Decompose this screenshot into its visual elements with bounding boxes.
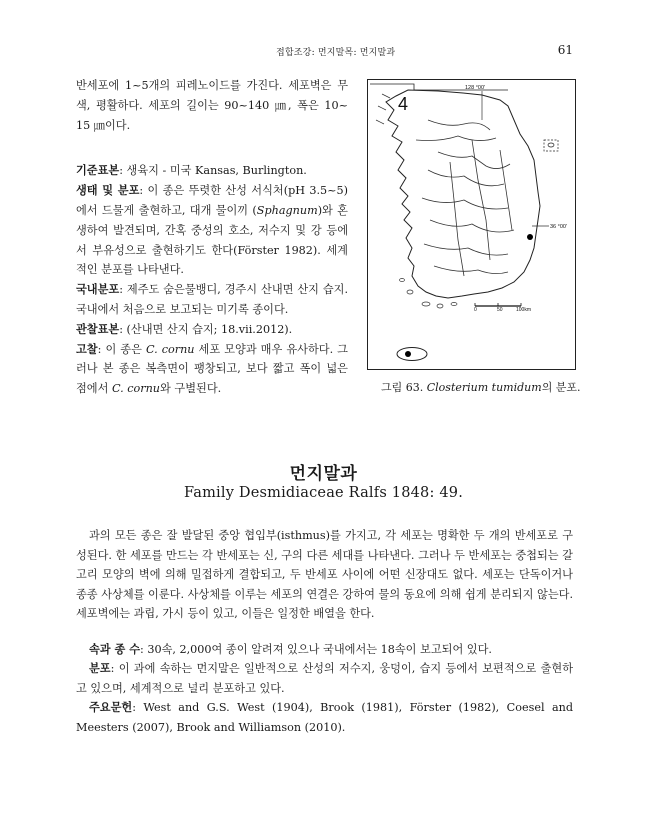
distribution-text: : 이 과에 속하는 먼지말은 일반적으로 산성의 저수지, 웅덩이, 습지 등에서 보편적으로 출현하고 있으며, 세계적으로 널리 분포하고 있다. xyxy=(76,662,573,695)
remarks-text: : 이 종은 xyxy=(97,342,146,356)
latitude-label: 36 °00' xyxy=(550,224,568,230)
map-frame-line xyxy=(370,84,508,90)
caption-species: Closterium tumidum xyxy=(426,381,542,394)
peninsula-outline xyxy=(386,90,540,298)
remarks-text-cont: 세포 모양과 매우 유사하다. 그러나 본 종은 복측면이 팽창되고, 보다 짧고 폭이 넓은 점에서 xyxy=(76,342,348,396)
scale-label-50: 50 xyxy=(497,307,503,313)
occurrence-dot-gyeongju xyxy=(527,234,533,240)
family-paragraph: 과의 모든 종은 잘 발달된 중앙 협입부(isthmus)를 가지고, 각 세포는 명확한 두 개의 반세포로 구성된다. 한 세포를 만드는 각 반세포는 신, 구의 다른 세대를 나타낸다. 그러나 두 반세포는 중첩되는 갈고리 모양의 벽에 의해 밀접하게 결합되고, 두 반세포 사이에 어떤 신장대도 없다. 세포는 단독이거나 종종 사상체를 이룬다. 사상체를 이루는 세포의 연결은 강하여 물의 동요에 의해 쉽게 분리되지 않는다. 세포벽에는 과립, 가시 등이 있고, 이들은 일정한 배열을 한다. xyxy=(76,529,573,620)
family-description xyxy=(76,526,573,737)
genera-paragraph xyxy=(76,640,573,660)
genera-label: 속과 종 수 xyxy=(89,641,141,656)
type-specimen-text: : 생육지 - 미국 Kansas, Burlington. xyxy=(119,164,307,178)
intro-paragraph: 반세포에 1~5개의 피레노이드를 가진다. 세포벽은 무색, 평활하다. 세포의 길이는 90~140 ㎛, 폭은 10~ 15 ㎛이다. xyxy=(76,79,348,132)
family-title-english: Family Desmidiaceae Ralfs 1848: 49. xyxy=(183,485,464,501)
distribution-map xyxy=(367,79,576,370)
remarks-italic-1: C. cornu xyxy=(145,342,195,356)
ecology-italic: Sphagnum xyxy=(256,203,318,217)
observed-text: : (산내면 산지 습지; 18.vii.2012). xyxy=(119,322,293,336)
remarks-label: 고찰 xyxy=(76,341,98,356)
type-specimen-label: 기준표본 xyxy=(76,163,120,178)
scale-label-0: 0 xyxy=(474,307,477,313)
references-label: 주요문헌 xyxy=(89,700,133,714)
references-text: : West and G.S. West (1904), Brook (1981), Förster (1982), Coesel and Meesters (2007), Brook and Williamson (2010). xyxy=(76,701,573,734)
scale-bar xyxy=(475,303,521,306)
ecology-paragraph xyxy=(76,181,348,280)
ecology-text: : 이 종은 뚜렷한 산성 서식처(pH 3.5~5)에서 드물게 출현하고, 대개 물이끼 ( xyxy=(76,184,348,217)
domestic-text: : 제주도 숨은물뱅디, 경주시 산내면 산지 습지. 국내에서 처음으로 보고되는 미기록 종이다. xyxy=(76,283,348,316)
longitude-label: 128 °00' xyxy=(465,85,486,91)
running-head: 접합조강: 먼지말목: 먼지말과 xyxy=(276,48,396,58)
ecology-text-cont: )와 혼생하여 발견되며, 간혹 중성의 호소, 저수지 및 강 등에서 부유성으로 출현하기도 한다(Förster 1982). 세계적인 분포를 나타낸다. xyxy=(76,203,348,277)
rivers xyxy=(416,120,514,276)
references-paragraph xyxy=(76,698,573,737)
observed-paragraph xyxy=(76,320,348,340)
species-description xyxy=(76,76,348,399)
distribution-label: 분포 xyxy=(89,661,111,675)
domestic-paragraph xyxy=(76,280,348,320)
remarks-paragraph xyxy=(76,340,348,399)
remarks-italic-2: C. cornu xyxy=(111,382,161,396)
remarks-text-end: 와 구별된다. xyxy=(160,382,222,396)
figure-caption xyxy=(381,381,581,395)
page-header xyxy=(0,44,647,60)
genera-text: : 30속, 2,000여 종이 알려져 있으나 국내에서는 18속이 보고되어 있다. xyxy=(140,642,492,656)
observed-label: 관찰표본 xyxy=(76,321,120,336)
caption-prefix: 그림 63. xyxy=(381,381,427,394)
ulleungdo-island xyxy=(548,143,554,147)
ecology-label: 생태 및 분포 xyxy=(76,183,140,198)
korea-map-svg xyxy=(368,80,577,371)
occurrence-dot-jeju xyxy=(405,351,411,357)
distribution-paragraph xyxy=(76,659,573,698)
page-number: 61 xyxy=(557,43,573,57)
caption-suffix: 의 분포. xyxy=(541,381,581,394)
domestic-label: 국내분포 xyxy=(76,282,120,297)
scale-label-100: 100km xyxy=(516,307,532,313)
jeju-island xyxy=(397,348,427,361)
map-number-label: 4 xyxy=(398,94,409,114)
type-specimen-paragraph xyxy=(76,161,348,181)
family-title-korean: 먼지말과 xyxy=(289,464,358,484)
